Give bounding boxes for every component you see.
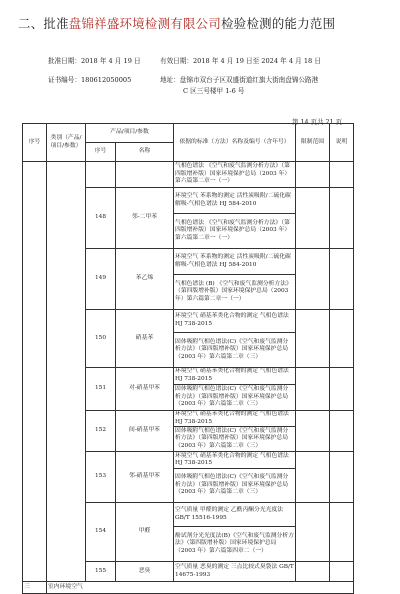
method-cell: 空气质量 甲醛的测定 乙酰丙酮分光光度法 GB/T 15516-1995 [174, 503, 296, 527]
item-name: 硝基苯 [116, 310, 174, 368]
item-name: 邻-硝基甲苯 [116, 452, 174, 503]
method-cell: 环境空气 硝基苯类化合物的测定 气相色谱法 HJ 738-2015 [174, 411, 296, 427]
method-cell: 固体吸附气相色谱法(C)《空气和废气监测分析方法》（第四版增补版）国家环境保护总局（2003 年）第六篇第二章（三） [174, 385, 296, 411]
header-note: 说明 [330, 124, 354, 162]
address-line-2: C 区三号楼甲 1-6 号 [183, 87, 245, 95]
section-row [23, 582, 354, 594]
page-title [18, 14, 388, 32]
address-line-1: 地址：盘锦市双台子区双盛街道红旗大街南盘锦公路港 [160, 76, 319, 84]
method-cell: 酚试剂分光光度法(B)《空气和废气监测分析方法》（第四版增补版）国家环境保护总局（2003 年）第六篇第四章二（一） [174, 527, 296, 562]
item-seq: 150 [86, 310, 116, 368]
method-cell: 空气质量 恶臭的测定 三点比较式臭袋法 GB/T 14675-1993 [174, 562, 296, 582]
item-name: 邻-二甲苯 [116, 188, 174, 249]
method-cell: 环境空气 硝基苯类化合物的测定 气相色谱法 HJ 738-2015 [174, 368, 296, 385]
capability-table [22, 123, 354, 594]
title-company: 盘锦祥盛环境检测有限公司 [68, 16, 222, 31]
item-seq: 154 [86, 503, 116, 562]
header-method: 依据的标准（方法）名称及编号（含年号） [174, 124, 296, 162]
header-item-name: 名称 [116, 143, 174, 162]
method-cell: 环境空气 硝基苯类化合物的测定 气相色谱法 HJ 738-2015 [174, 310, 296, 333]
item-seq: 151 [86, 368, 116, 411]
header-category: 类别（产品/项目/参数） [47, 124, 86, 162]
valid-date: 有效日期：2018 年 4 月 19 日至 2024 年 4 月 18 日 [160, 57, 321, 65]
method-cell: 环境空气 苯系物的测定 活性炭吸附/二硫化碳解吸-气相色谱法 HJ 584-2010 [174, 249, 296, 275]
section-label: 室内环境空气 [47, 582, 354, 594]
section-no: 三 [23, 582, 47, 594]
method-cell: 环境空气 硝基苯类化合物的测定 气相色谱法 HJ 738-2015 [174, 452, 296, 469]
header-item-group: 产品/项目/参数 [86, 124, 174, 143]
method-cell: 气相色谱法 (B) 《空气和废气监测分析方法》（第四版增补版）国家环境保护总局（2003 年）第六篇第二章一（一） [174, 275, 296, 310]
item-name: 间-硝基甲苯 [116, 411, 174, 452]
table-row [23, 162, 354, 188]
header-item-seq: 序号 [86, 143, 116, 162]
method-cell: 固体吸附气相色谱法(C)《空气和废气监测分析方法》（第四版增补版）国家环境保护总局（2003 年）第六篇第二章（三） [174, 333, 296, 368]
method-cell: 环境空气 苯系物的测定 活性炭吸附/二硫化碳解吸-气相色谱法 HJ 584-2010 [174, 188, 296, 214]
item-name: 恶臭 [116, 562, 174, 582]
item-seq: 153 [86, 452, 116, 503]
item-name: 对-硝基甲苯 [116, 368, 174, 411]
item-seq: 149 [86, 249, 116, 310]
title-prefix: 二、批准 [18, 16, 69, 31]
item-name: 苯乙烯 [116, 249, 174, 310]
approval-date: 批准日期：2018 年 4 月 19 日 [48, 57, 141, 65]
page-number: 第 14 页共 21 页 [292, 118, 342, 126]
method-cell: 固体吸附气相色谱法(C)《空气和废气监测分析方法》（第四版增补版）国家环境保护总局（2003 年）第六篇第二章（三） [174, 469, 296, 503]
item-name [116, 162, 174, 188]
item-name: 甲醛 [116, 503, 174, 562]
table-header-row [23, 124, 354, 143]
method-cell: 固体吸附气相色谱法(C)《空气和废气监测分析方法》（第四版增补版）国家环境保护总局（2003 年）第六篇第二章（三） [174, 427, 296, 452]
header-seq: 序号 [23, 124, 47, 162]
title-suffix: 检验检测的能力范围 [221, 16, 336, 31]
method-cell: 气相色谱法 《空气和废气监测分析方法》（第四版增补版）国家环境保护总局（2003 年）第六篇第二章一（一） [174, 214, 296, 249]
method-cell: 气相色谱法 《空气和废气监测分析方法》（第四版增补版）国家环境保护总局（2003 年）第六篇第二章一（一） [174, 162, 296, 188]
item-seq: 148 [86, 188, 116, 249]
item-seq: 152 [86, 411, 116, 452]
item-seq: 155 [86, 562, 116, 582]
item-seq [86, 162, 116, 188]
header-limit: 限制范围 [296, 124, 330, 162]
cert-no: 证书编号：180612050005 [48, 76, 132, 84]
